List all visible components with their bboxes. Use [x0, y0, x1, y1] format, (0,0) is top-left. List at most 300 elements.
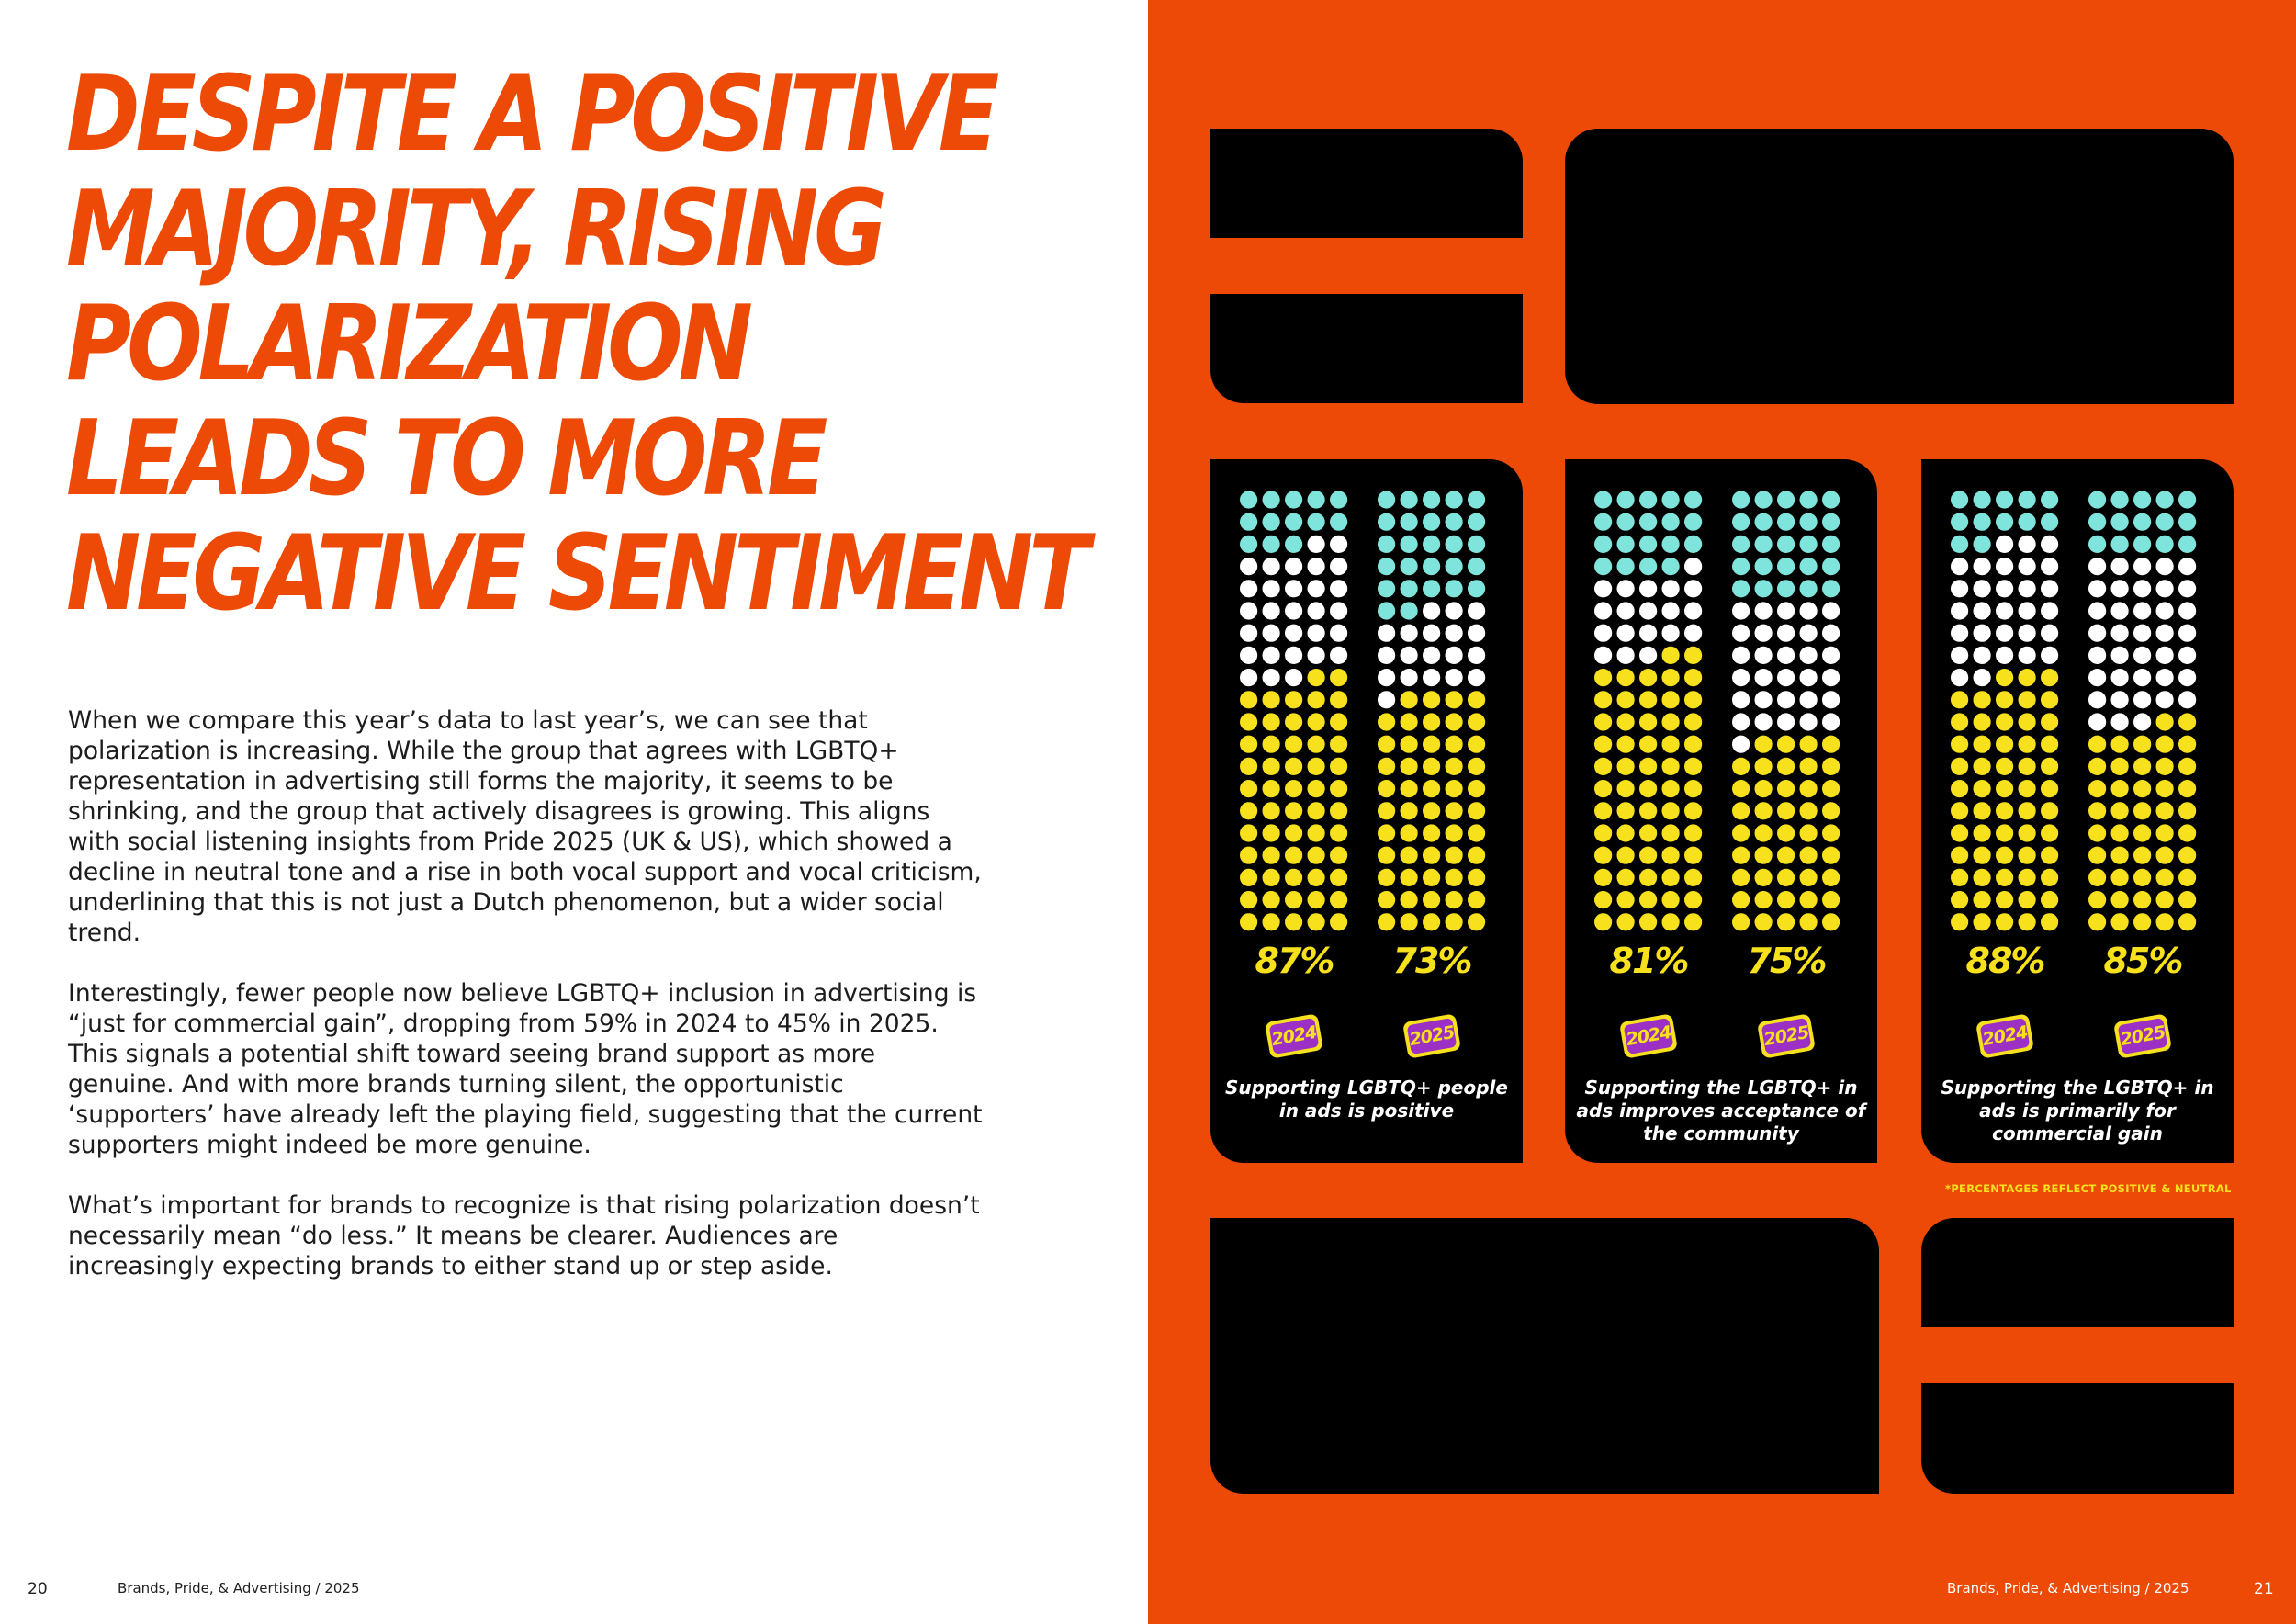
dot-positive-2024	[1263, 691, 1280, 708]
dot-neutral-2024	[1263, 669, 1280, 686]
dot-positive-2024	[1263, 891, 1280, 908]
dot-positive-2024	[1974, 847, 1991, 864]
dot-positive-2025	[1423, 913, 1440, 930]
dot-neutral-2024	[1974, 602, 1991, 619]
dot-negative-2024	[1639, 513, 1657, 531]
dot-neutral-2025	[1777, 713, 1795, 730]
body-paragraph-3: What’s important for brands to recognize is that rising polarization doesn’t necessarily mean “do less.” It means be clearer. Audiences are increasingly expecting brands to either stand up or step aside.	[68, 1191, 980, 1280]
dot-positive-2024	[1308, 802, 1325, 819]
dot-neutral-2024	[1330, 580, 1347, 597]
dot-negative-2025	[2156, 491, 2174, 508]
dot-neutral-2025	[1378, 669, 1395, 686]
dot-neutral-2025	[1446, 669, 1463, 686]
dot-neutral-2025	[1732, 713, 1750, 730]
dot-positive-2025	[2178, 869, 2196, 886]
dot-negative-2025	[2133, 513, 2151, 531]
dot-positive-2024	[1974, 713, 1991, 730]
dot-positive-2024	[1285, 802, 1302, 819]
dot-positive-2024	[1662, 758, 1680, 775]
dot-neutral-2025	[1755, 669, 1773, 686]
dot-positive-2024	[1974, 891, 1991, 908]
dot-positive-2024	[2019, 736, 2036, 753]
dot-negative-2025	[1468, 580, 1485, 597]
dot-neutral-2025	[1755, 713, 1773, 730]
dot-positive-2024	[2019, 758, 2036, 775]
dot-neutral-2024	[1639, 580, 1657, 597]
dot-positive-2024	[1240, 824, 1257, 841]
dot-positive-2025	[1755, 891, 1773, 908]
dot-positive-2024	[1594, 802, 1612, 819]
right-page	[1148, 0, 2296, 1624]
dot-negative-2025	[1777, 513, 1795, 531]
dot-neutral-2025	[2088, 558, 2106, 575]
dot-positive-2024	[1662, 869, 1680, 886]
dot-negative-2025	[1732, 513, 1750, 531]
dot-positive-2025	[1777, 869, 1795, 886]
dot-positive-2024	[2041, 780, 2058, 797]
dot-positive-2025	[2088, 824, 2106, 841]
dot-positive-2025	[2133, 824, 2151, 841]
dot-positive-2025	[2133, 758, 2151, 775]
dot-positive-2024	[1684, 758, 1702, 775]
dot-positive-2025	[2133, 780, 2151, 797]
dot-positive-2024	[1285, 691, 1302, 708]
dot-positive-2025	[1732, 913, 1750, 930]
dot-neutral-2024	[2019, 580, 2036, 597]
dot-neutral-2025	[2111, 580, 2129, 597]
dot-neutral-2024	[1285, 647, 1302, 664]
pct-label-2024: 88%	[1965, 941, 2044, 981]
dot-neutral-2025	[1822, 713, 1840, 730]
dot-positive-2024	[1617, 847, 1635, 864]
dot-neutral-2025	[1822, 669, 1840, 686]
dot-positive-2025	[1777, 847, 1795, 864]
dot-positive-2025	[2088, 847, 2106, 864]
year-badge-label: 2025	[2118, 1018, 2168, 1054]
dot-neutral-2024	[1617, 625, 1635, 642]
dot-positive-2025	[1423, 736, 1440, 753]
dot-neutral-2025	[1732, 691, 1750, 708]
dot-positive-2024	[1240, 780, 1257, 797]
dot-positive-2024	[1240, 913, 1257, 930]
dot-positive-2024	[1639, 802, 1657, 819]
dot-positive-2025	[1777, 780, 1795, 797]
dot-positive-2024	[1662, 913, 1680, 930]
dot-negative-2025	[1800, 491, 1818, 508]
dot-positive-2025	[1446, 713, 1463, 730]
dot-positive-2024	[1996, 758, 2013, 775]
dot-positive-2025	[1446, 758, 1463, 775]
dot-positive-2024	[1996, 691, 2013, 708]
dot-neutral-2025	[1468, 647, 1485, 664]
dot-negative-2024	[1684, 513, 1702, 531]
dot-neutral-2024	[1330, 602, 1347, 619]
dot-positive-2025	[1777, 736, 1795, 753]
dot-neutral-2024	[1996, 558, 2013, 575]
dot-positive-2025	[1755, 913, 1773, 930]
dot-negative-2025	[1423, 580, 1440, 597]
dot-positive-2025	[1446, 780, 1463, 797]
dot-positive-2024	[1684, 824, 1702, 841]
dot-positive-2024	[2019, 847, 2036, 864]
dot-negative-2025	[1777, 558, 1795, 575]
headline	[66, 53, 1086, 634]
dot-positive-2025	[1423, 691, 1440, 708]
dot-neutral-2025	[1755, 691, 1773, 708]
dot-negative-2024	[2041, 513, 2058, 531]
dot-negative-2025	[1446, 513, 1463, 531]
dot-positive-2024	[2019, 802, 2036, 819]
dot-positive-2024	[1594, 891, 1612, 908]
dot-neutral-2024	[1308, 647, 1325, 664]
dot-positive-2024	[1285, 869, 1302, 886]
dot-positive-2024	[1308, 847, 1325, 864]
dot-positive-2024	[1330, 891, 1347, 908]
dot-neutral-2024	[1974, 580, 1991, 597]
chart-panel-1	[1210, 459, 1523, 1163]
dot-positive-2025	[1423, 869, 1440, 886]
dot-positive-2024	[2019, 891, 2036, 908]
dot-negative-2025	[1732, 536, 1750, 553]
dot-negative-2025	[1468, 491, 1485, 508]
dot-positive-2025	[1800, 736, 1818, 753]
dot-neutral-2025	[1468, 669, 1485, 686]
dot-positive-2024	[1662, 891, 1680, 908]
dot-neutral-2024	[1240, 580, 1257, 597]
dot-positive-2024	[1308, 824, 1325, 841]
dot-neutral-2025	[2111, 691, 2129, 708]
dot-neutral-2025	[2088, 580, 2106, 597]
dot-negative-2025	[1800, 536, 1818, 553]
dot-positive-2025	[2178, 913, 2196, 930]
dot-positive-2025	[1732, 758, 1750, 775]
dot-positive-2024	[1974, 736, 1991, 753]
dot-neutral-2025	[2088, 713, 2106, 730]
dot-negative-2025	[2111, 491, 2129, 508]
dot-positive-2024	[1639, 891, 1657, 908]
dot-positive-2025	[2156, 824, 2174, 841]
dot-positive-2024	[1662, 691, 1680, 708]
dot-positive-2025	[2178, 780, 2196, 797]
dot-positive-2025	[2133, 891, 2151, 908]
dot-positive-2024	[1951, 691, 1968, 708]
dot-positive-2024	[1617, 669, 1635, 686]
dot-positive-2024	[1594, 847, 1612, 864]
dot-neutral-2025	[1446, 602, 1463, 619]
dot-neutral-2024	[1285, 580, 1302, 597]
dot-neutral-2024	[2041, 580, 2058, 597]
dot-positive-2024	[2041, 691, 2058, 708]
dot-positive-2024	[1951, 869, 1968, 886]
dot-positive-2025	[1423, 891, 1440, 908]
dot-negative-2025	[1755, 580, 1773, 597]
dot-neutral-2024	[2041, 536, 2058, 553]
year-badge-label: 2025	[1761, 1018, 1812, 1054]
dot-positive-2024	[1974, 691, 1991, 708]
dot-positive-2024	[1594, 691, 1612, 708]
dot-positive-2024	[1617, 913, 1635, 930]
dot-negative-2025	[1378, 602, 1395, 619]
dot-negative-2025	[1401, 580, 1418, 597]
headline-line: MAJORITY, RISING	[66, 168, 883, 289]
dot-positive-2024	[1285, 824, 1302, 841]
dot-positive-2024	[1240, 869, 1257, 886]
dot-positive-2025	[1755, 869, 1773, 886]
dot-neutral-2025	[1755, 647, 1773, 664]
dot-neutral-2025	[2111, 669, 2129, 686]
dot-positive-2024	[1639, 736, 1657, 753]
dot-negative-2024	[2019, 491, 2036, 508]
dot-negative-2024	[1951, 491, 1968, 508]
dot-neutral-2024	[1594, 580, 1612, 597]
dot-neutral-2025	[1777, 625, 1795, 642]
dot-positive-2024	[1308, 891, 1325, 908]
dot-negative-2025	[1822, 558, 1840, 575]
dot-positive-2025	[1401, 891, 1418, 908]
dot-positive-2025	[1468, 802, 1485, 819]
dot-positive-2024	[2019, 824, 2036, 841]
dot-neutral-2025	[1777, 602, 1795, 619]
dot-positive-2024	[1662, 847, 1680, 864]
dot-negative-2025	[1401, 491, 1418, 508]
dot-neutral-2025	[2178, 558, 2196, 575]
dot-positive-2024	[1662, 824, 1680, 841]
page-number-right: 21	[2254, 1580, 2274, 1598]
body-paragraph-1: When we compare this year’s data to last year’s, we can see that polarization is increasing. While the group that agrees with LGBTQ+ representation in advertising still forms the majority, it seems to be shrinking, and the group that actively disagrees is growing. This aligns with social listening insights from Pride 2025 (UK & US), which showed a decline in neutral tone and a rise in both vocal support and vocal criticism, underlining that this is not just a Dutch phenomenon, but a wider social trend.	[68, 706, 982, 947]
dot-positive-2024	[1996, 780, 2013, 797]
dot-neutral-2024	[1996, 536, 2013, 553]
dot-negative-2025	[1378, 580, 1395, 597]
dot-negative-2024	[1951, 513, 1968, 531]
dot-neutral-2025	[2133, 558, 2151, 575]
dot-positive-2025	[1468, 891, 1485, 908]
dot-positive-2025	[2133, 736, 2151, 753]
dot-positive-2025	[2178, 802, 2196, 819]
dot-positive-2024	[1240, 691, 1257, 708]
dot-positive-2024	[1974, 869, 1991, 886]
dot-positive-2024	[1285, 758, 1302, 775]
dot-positive-2024	[1263, 847, 1280, 864]
dot-neutral-2025	[2111, 625, 2129, 642]
dot-positive-2024	[1639, 669, 1657, 686]
dot-positive-2025	[2178, 891, 2196, 908]
footer-right: Brands, Pride, & Advertising / 2025	[1947, 1580, 2189, 1596]
headline-line: NEGATIVE SENTIMENT	[66, 513, 1086, 634]
dot-neutral-2024	[1684, 602, 1702, 619]
dot-neutral-2024	[1285, 558, 1302, 575]
dot-negative-2024	[1617, 491, 1635, 508]
dot-positive-2024	[2041, 869, 2058, 886]
dot-positive-2024	[1639, 847, 1657, 864]
dot-neutral-2024	[2019, 558, 2036, 575]
dot-positive-2024	[1684, 669, 1702, 686]
headline-line: DESPITE A POSITIVE	[66, 53, 996, 175]
dot-neutral-2024	[1240, 602, 1257, 619]
dot-positive-2024	[1308, 736, 1325, 753]
dot-neutral-2024	[1662, 602, 1680, 619]
dot-neutral-2025	[2178, 625, 2196, 642]
dot-negative-2025	[1732, 491, 1750, 508]
dot-negative-2025	[2156, 536, 2174, 553]
dot-negative-2024	[1662, 513, 1680, 531]
dot-positive-2024	[1639, 913, 1657, 930]
dot-negative-2024	[1974, 491, 1991, 508]
dot-positive-2024	[1662, 669, 1680, 686]
dot-neutral-2024	[1951, 558, 1968, 575]
dot-neutral-2024	[1308, 558, 1325, 575]
dot-neutral-2024	[1662, 625, 1680, 642]
dot-negative-2025	[2133, 491, 2151, 508]
dot-neutral-2025	[1800, 713, 1818, 730]
dot-positive-2025	[1378, 824, 1395, 841]
dot-neutral-2025	[2156, 647, 2174, 664]
dot-negative-2025	[1468, 558, 1485, 575]
dot-positive-2024	[1617, 736, 1635, 753]
dot-neutral-2024	[1285, 625, 1302, 642]
dot-positive-2024	[1684, 736, 1702, 753]
dot-neutral-2024	[2041, 602, 2058, 619]
dot-neutral-2025	[1755, 602, 1773, 619]
dot-negative-2024	[1617, 513, 1635, 531]
dot-negative-2024	[1662, 491, 1680, 508]
dot-positive-2025	[1401, 713, 1418, 730]
dot-neutral-2024	[1684, 625, 1702, 642]
dot-neutral-2025	[2088, 691, 2106, 708]
dot-neutral-2025	[2178, 580, 2196, 597]
dot-negative-2024	[1285, 513, 1302, 531]
dot-positive-2025	[1378, 869, 1395, 886]
dot-neutral-2025	[2178, 691, 2196, 708]
dot-negative-2025	[2178, 536, 2196, 553]
dot-positive-2025	[2111, 824, 2129, 841]
dot-neutral-2025	[1446, 647, 1463, 664]
dot-neutral-2024	[1594, 625, 1612, 642]
dot-positive-2024	[2019, 913, 2036, 930]
year-badge-label: 2024	[1269, 1018, 1320, 1054]
dot-positive-2025	[1777, 891, 1795, 908]
dot-negative-2024	[1639, 558, 1657, 575]
panel-caption: Supporting the LGBTQ+ in ads improves acceptance of the community	[1576, 1077, 1866, 1145]
dot-positive-2025	[2111, 869, 2129, 886]
dot-neutral-2025	[1423, 602, 1440, 619]
dot-positive-2025	[1423, 758, 1440, 775]
dot-positive-2025	[2133, 869, 2151, 886]
dot-positive-2025	[2156, 758, 2174, 775]
dot-positive-2025	[1800, 780, 1818, 797]
dot-neutral-2024	[1263, 625, 1280, 642]
dot-neutral-2025	[1401, 647, 1418, 664]
dot-positive-2024	[1639, 758, 1657, 775]
dot-positive-2025	[1800, 891, 1818, 908]
dot-positive-2024	[1974, 780, 1991, 797]
dot-positive-2025	[2111, 913, 2129, 930]
dot-neutral-2025	[1822, 691, 1840, 708]
dot-neutral-2025	[2088, 647, 2106, 664]
dot-negative-2025	[1423, 536, 1440, 553]
dot-positive-2025	[1401, 802, 1418, 819]
dot-positive-2025	[1732, 891, 1750, 908]
dot-negative-2025	[1822, 513, 1840, 531]
dot-positive-2025	[1468, 780, 1485, 797]
dot-negative-2025	[1401, 513, 1418, 531]
dot-positive-2024	[2041, 758, 2058, 775]
dot-negative-2025	[1777, 491, 1795, 508]
pct-label-2024: 81%	[1609, 941, 1688, 981]
dot-positive-2024	[1974, 913, 1991, 930]
dot-positive-2025	[1755, 758, 1773, 775]
dot-positive-2025	[1378, 713, 1395, 730]
dot-positive-2024	[1285, 913, 1302, 930]
dot-neutral-2025	[1468, 602, 1485, 619]
dot-positive-2025	[1732, 869, 1750, 886]
dot-positive-2024	[1951, 891, 1968, 908]
dot-positive-2025	[1732, 802, 1750, 819]
dot-positive-2025	[1755, 736, 1773, 753]
dot-positive-2025	[2111, 891, 2129, 908]
dot-positive-2025	[2088, 780, 2106, 797]
dot-positive-2024	[1684, 869, 1702, 886]
dot-neutral-2024	[1330, 647, 1347, 664]
dot-neutral-2024	[1308, 625, 1325, 642]
dot-positive-2025	[2088, 869, 2106, 886]
dot-positive-2024	[1684, 847, 1702, 864]
dot-neutral-2025	[1732, 625, 1750, 642]
dot-positive-2025	[1800, 824, 1818, 841]
dot-neutral-2025	[1822, 625, 1840, 642]
year-badge-2025	[1757, 1013, 1816, 1058]
dot-neutral-2025	[2178, 669, 2196, 686]
dot-chart-1	[1210, 459, 1523, 937]
dot-positive-2025	[1777, 802, 1795, 819]
dot-positive-2025	[2133, 913, 2151, 930]
dot-negative-2025	[1401, 602, 1418, 619]
dot-positive-2025	[2178, 736, 2196, 753]
dot-positive-2024	[2041, 802, 2058, 819]
dot-positive-2024	[1330, 691, 1347, 708]
dot-neutral-2025	[1378, 647, 1395, 664]
dot-positive-2025	[2178, 758, 2196, 775]
dot-neutral-2024	[1996, 625, 2013, 642]
dot-neutral-2024	[1240, 669, 1257, 686]
dot-neutral-2024	[1996, 580, 2013, 597]
dot-positive-2024	[2019, 669, 2036, 686]
dot-positive-2024	[1263, 869, 1280, 886]
dot-negative-2024	[1594, 491, 1612, 508]
dot-neutral-2024	[1617, 602, 1635, 619]
dot-neutral-2025	[1401, 625, 1418, 642]
dot-positive-2025	[2111, 736, 2129, 753]
year-badge-2025	[1402, 1013, 1461, 1058]
dot-negative-2024	[1285, 536, 1302, 553]
dot-negative-2025	[1800, 513, 1818, 531]
dot-positive-2025	[2156, 891, 2174, 908]
dot-positive-2024	[1951, 736, 1968, 753]
dot-neutral-2024	[1263, 580, 1280, 597]
page-number-left: 20	[28, 1580, 48, 1598]
dot-positive-2025	[1800, 802, 1818, 819]
dot-chart-3	[1921, 459, 2234, 937]
dot-neutral-2024	[1951, 625, 1968, 642]
year-badge-label: 2025	[1407, 1018, 1458, 1054]
dot-neutral-2025	[1755, 625, 1773, 642]
dot-positive-2024	[1240, 758, 1257, 775]
percentages-note: *PERCENTAGES REFLECT POSITIVE & NEUTRAL	[1945, 1182, 2232, 1195]
dot-neutral-2024	[1308, 536, 1325, 553]
dot-neutral-2024	[1951, 602, 1968, 619]
dot-positive-2025	[1822, 869, 1840, 886]
dot-positive-2024	[1996, 847, 2013, 864]
dot-positive-2024	[1308, 669, 1325, 686]
